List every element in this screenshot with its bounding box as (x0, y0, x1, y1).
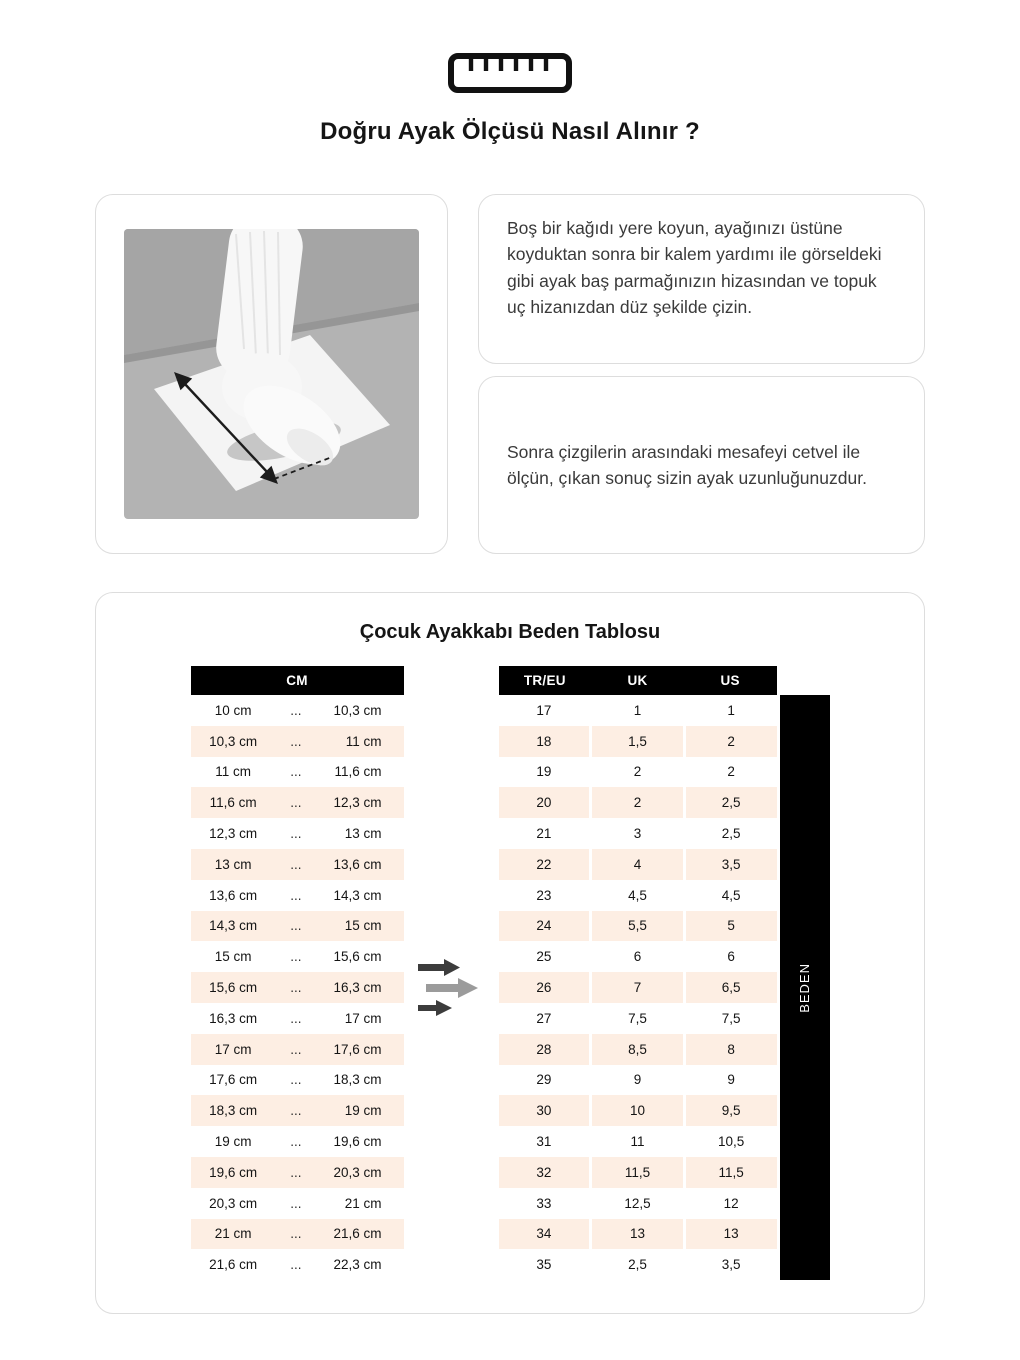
cm-separator: ... (290, 1164, 302, 1180)
instruction-step-2-text: Sonra çizgilerin arasındaki mesafeyi cetvel ile ölçün, çıkan sonuç sizin ayak uzunluğunuzdur. (507, 441, 867, 488)
uk-value: 13 (592, 1219, 683, 1250)
size-row (499, 1065, 777, 1096)
cm-to-value: 11,6 cm (334, 764, 382, 780)
cm-separator: ... (290, 733, 302, 749)
cm-to-value: 22,3 cm (333, 1257, 382, 1273)
cm-to-value: 13 cm (344, 826, 382, 842)
us-value: 2 (686, 726, 777, 757)
cm-separator: ... (290, 949, 302, 965)
uk-value: 9 (592, 1065, 683, 1096)
cm-separator: ... (290, 1226, 302, 1242)
cm-row (191, 787, 404, 818)
cm-row (191, 1157, 404, 1188)
uk-value: 3 (592, 818, 683, 849)
foot-measure-photo-card (95, 194, 448, 554)
cm-from-value: 11 cm (215, 764, 251, 780)
beden-label: BEDEN (797, 962, 812, 1013)
size-row (499, 849, 777, 880)
size-row (499, 941, 777, 972)
cm-to-value: 17,6 cm (333, 1041, 382, 1057)
treu-value: 20 (499, 787, 590, 818)
size-row (499, 1034, 777, 1065)
cm-to-value: 11 cm (345, 733, 382, 749)
cm-to-value: 20,3 cm (333, 1164, 382, 1180)
cm-row (191, 757, 404, 788)
size-table-rows (499, 695, 777, 1280)
cm-separator: ... (290, 1010, 302, 1026)
cm-from-value: 17,6 cm (209, 1072, 258, 1088)
size-chart-card (95, 592, 925, 1314)
cm-to-value: 14,3 cm (333, 887, 382, 903)
treu-value: 22 (499, 849, 590, 880)
size-row (499, 757, 777, 788)
cm-row (191, 941, 404, 972)
beden-vertical-bar (780, 695, 830, 1280)
us-value: 8 (686, 1034, 777, 1065)
us-value: 1 (686, 695, 777, 726)
treu-value: 35 (499, 1249, 590, 1280)
cm-row (191, 695, 404, 726)
treu-value: 18 (499, 726, 590, 757)
cm-from-value: 19 cm (214, 1134, 252, 1150)
cm-row (191, 818, 404, 849)
uk-value: 5,5 (592, 911, 683, 942)
size-row (499, 726, 777, 757)
size-tables (96, 666, 924, 1280)
us-value: 4,5 (686, 880, 777, 911)
cm-from-value: 14,3 cm (209, 918, 258, 934)
cm-row (191, 1095, 404, 1126)
page-title: Doğru Ayak Ölçüsü Nasıl Alınır ? (320, 118, 700, 145)
cm-row (191, 849, 404, 880)
cm-row (191, 1065, 404, 1096)
cm-separator: ... (290, 795, 302, 811)
cm-row (191, 1126, 404, 1157)
us-value: 12 (686, 1188, 777, 1219)
instruction-step-2 (478, 376, 925, 554)
ruler-icon (95, 52, 925, 94)
uk-value: 1 (592, 695, 683, 726)
treu-value: 34 (499, 1219, 590, 1250)
cm-separator: ... (290, 826, 302, 842)
cm-from-value: 21 cm (214, 1226, 252, 1242)
size-table (499, 666, 777, 1280)
foot-measure-illustration (124, 229, 419, 519)
cm-from-value: 15,6 cm (209, 980, 258, 996)
cm-to-value: 19,6 cm (333, 1134, 382, 1150)
size-row (499, 1126, 777, 1157)
cm-from-value: 21,6 cm (209, 1257, 258, 1273)
cm-separator: ... (290, 887, 302, 903)
cm-from-value: 19,6 cm (209, 1164, 258, 1180)
size-row (499, 1188, 777, 1219)
uk-value: 8,5 (592, 1034, 683, 1065)
measure-section (95, 194, 925, 554)
us-value: 11,5 (686, 1157, 777, 1188)
cm-row (191, 1249, 404, 1280)
size-row (499, 1157, 777, 1188)
cm-table (191, 666, 404, 1280)
uk-value: 7 (592, 972, 683, 1003)
cm-to-value: 17 cm (344, 1010, 382, 1026)
size-row (499, 880, 777, 911)
treu-value: 26 (499, 972, 590, 1003)
size-table-header-uk: UK (627, 673, 648, 688)
cm-to-value: 12,3 cm (333, 795, 382, 811)
uk-value: 6 (592, 941, 683, 972)
uk-value: 11 (592, 1126, 683, 1157)
cm-to-value: 21,6 cm (333, 1226, 382, 1242)
cm-row (191, 1188, 404, 1219)
cm-to-value: 21 cm (344, 1195, 382, 1211)
cm-row (191, 911, 404, 942)
us-value: 10,5 (686, 1126, 777, 1157)
cm-to-value: 18,3 cm (333, 1072, 382, 1088)
us-value: 2,5 (686, 818, 777, 849)
cm-from-value: 20,3 cm (209, 1195, 258, 1211)
cm-separator: ... (290, 918, 302, 934)
us-value: 5 (686, 911, 777, 942)
cm-from-value: 15 cm (214, 949, 252, 965)
treu-value: 24 (499, 911, 590, 942)
size-table-header (499, 666, 777, 695)
cm-to-value: 16,3 cm (333, 980, 382, 996)
treu-value: 19 (499, 757, 590, 788)
uk-value: 10 (592, 1095, 683, 1126)
cm-row (191, 1003, 404, 1034)
cm-to-value: 15,6 cm (333, 949, 382, 965)
us-value: 9,5 (686, 1095, 777, 1126)
instruction-step-1 (478, 194, 925, 364)
cm-separator: ... (290, 1195, 302, 1211)
cm-separator: ... (290, 1072, 302, 1088)
cm-from-value: 11,6 cm (209, 795, 257, 811)
uk-value: 2,5 (592, 1249, 683, 1280)
size-row (499, 1095, 777, 1126)
us-value: 3,5 (686, 1249, 777, 1280)
uk-value: 2 (592, 787, 683, 818)
size-row (499, 1219, 777, 1250)
cm-separator: ... (290, 1257, 302, 1273)
size-table-header-us: US (720, 673, 740, 688)
cm-row (191, 1219, 404, 1250)
cm-row (191, 1034, 404, 1065)
cm-separator: ... (290, 1103, 302, 1119)
cm-from-value: 16,3 cm (209, 1010, 258, 1026)
cm-table-header: CM (191, 666, 404, 695)
uk-value: 7,5 (592, 1003, 683, 1034)
uk-value: 4,5 (592, 880, 683, 911)
size-row (499, 972, 777, 1003)
cm-from-value: 13,6 cm (209, 887, 258, 903)
cm-separator: ... (290, 856, 302, 872)
us-value: 7,5 (686, 1003, 777, 1034)
cm-to-value: 13,6 cm (333, 856, 382, 872)
treu-value: 30 (499, 1095, 590, 1126)
us-value: 13 (686, 1219, 777, 1250)
treu-value: 23 (499, 880, 590, 911)
size-row (499, 911, 777, 942)
cm-to-value: 19 cm (344, 1103, 382, 1119)
cm-separator: ... (290, 1041, 302, 1057)
cm-separator: ... (290, 702, 302, 718)
cm-separator: ... (290, 980, 302, 996)
treu-value: 27 (499, 1003, 590, 1034)
cm-table-rows (191, 695, 404, 1280)
cm-separator: ... (290, 1134, 302, 1150)
cm-row (191, 880, 404, 911)
instruction-step-1-text: Boş bir kağıdı yere koyun, ayağınızı üstüne koyduktan sonra bir kalem yardımı ile görseldeki gibi ayak baş parmağınızın hizasından ve topuk uç hizanızdan düz şekilde çizin. (507, 218, 882, 317)
us-value: 6 (686, 941, 777, 972)
uk-value: 12,5 (592, 1188, 683, 1219)
us-value: 3,5 (686, 849, 777, 880)
size-chart-title: Çocuk Ayakkabı Beden Tablosu (359, 621, 661, 643)
treu-value: 21 (499, 818, 590, 849)
treu-value: 31 (499, 1126, 590, 1157)
us-value: 6,5 (686, 972, 777, 1003)
cm-from-value: 10,3 cm (209, 733, 258, 749)
cm-from-value: 18,3 cm (209, 1103, 258, 1119)
treu-value: 29 (499, 1065, 590, 1096)
cm-from-value: 12,3 cm (209, 826, 258, 842)
cm-from-value: 17 cm (214, 1041, 252, 1057)
cm-row (191, 726, 404, 757)
cm-from-value: 10 cm (214, 702, 252, 718)
uk-value: 2 (592, 757, 683, 788)
treu-value: 17 (499, 695, 590, 726)
size-row (499, 1003, 777, 1034)
transfer-arrows-icon (404, 956, 499, 1020)
cm-to-value: 10,3 cm (333, 702, 382, 718)
uk-value: 11,5 (592, 1157, 683, 1188)
size-table-header-treu: TR/EU (523, 673, 566, 688)
size-row (499, 787, 777, 818)
size-row (499, 818, 777, 849)
treu-value: 25 (499, 941, 590, 972)
cm-separator: ... (290, 764, 302, 780)
size-row (499, 1249, 777, 1280)
uk-value: 1,5 (592, 726, 683, 757)
treu-value: 33 (499, 1188, 590, 1219)
us-value: 2,5 (686, 787, 777, 818)
size-row (499, 695, 777, 726)
cm-from-value: 13 cm (214, 856, 252, 872)
uk-value: 4 (592, 849, 683, 880)
cm-row (191, 972, 404, 1003)
treu-value: 32 (499, 1157, 590, 1188)
cm-to-value: 15 cm (344, 918, 382, 934)
us-value: 2 (686, 757, 777, 788)
treu-value: 28 (499, 1034, 590, 1065)
us-value: 9 (686, 1065, 777, 1096)
instruction-steps (478, 194, 925, 554)
